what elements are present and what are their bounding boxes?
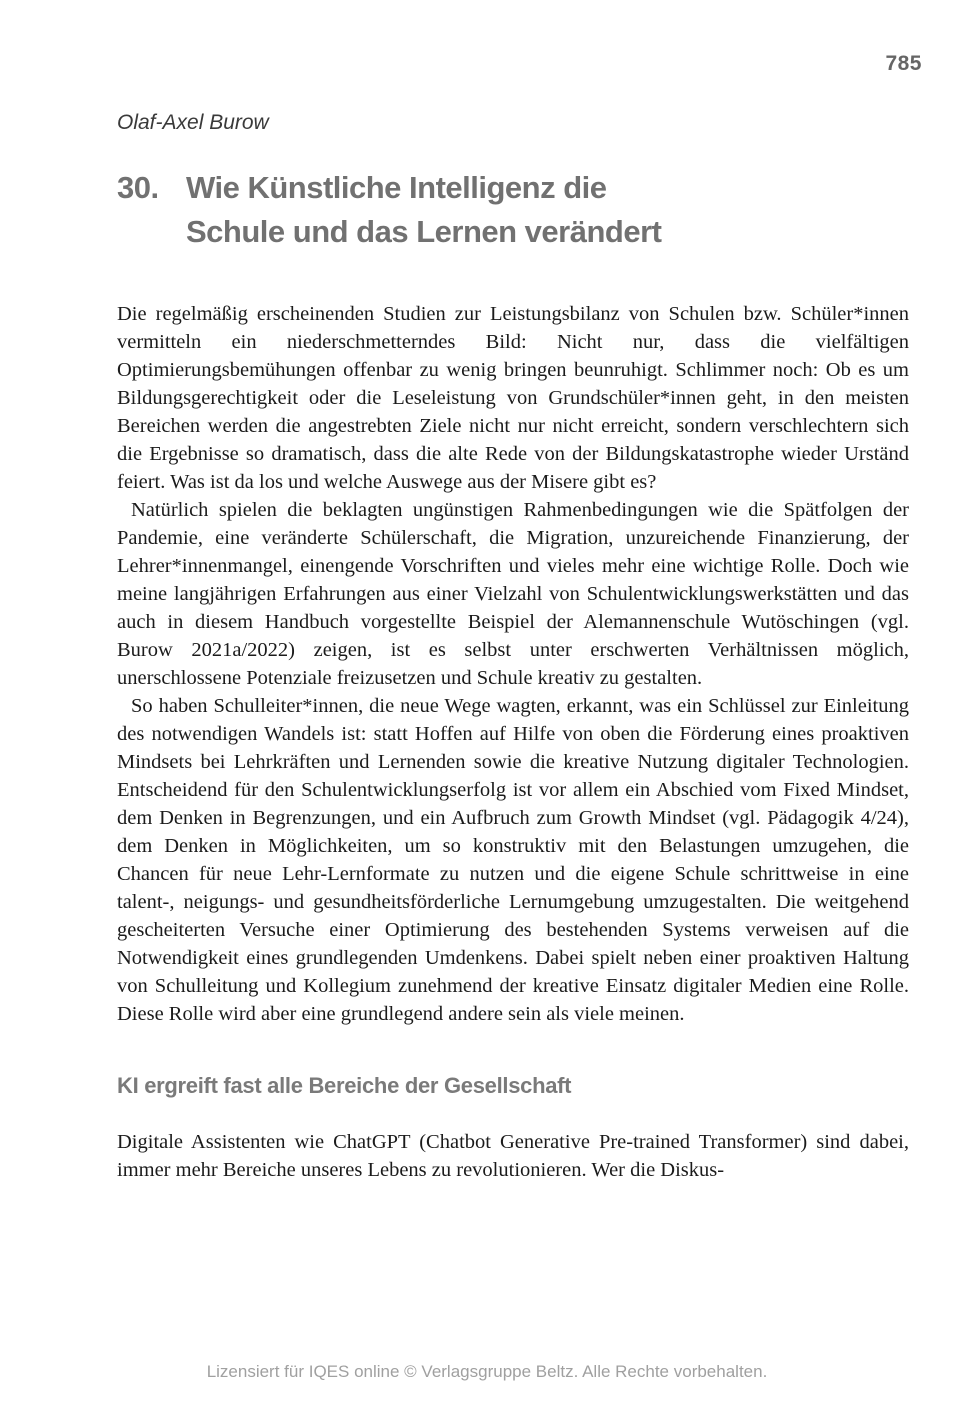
author-name: Olaf-Axel Burow [117, 111, 269, 134]
chapter-title [186, 166, 909, 254]
body-paragraph: So haben Schulleiter*innen, die neue Wege wagten, erkannt, was ein Schlüssel zur Einleitung des notwendigen Wandels ist: statt Hoffen auf Hilfe von oben die Förderung eines proaktiven Mindsets bei Lehrkräften und Lernenden sowie die kreative Nutzung digitaler Technologien. Entscheidend für den Schulentwicklungserfolg ist vor allem ein Abschied vom Fixed Mindset, dem Denken in Begrenzungen, und ein Aufbruch zum Growth Mindset (vgl. Pädagogik 4/24), dem Denken in Möglichkeiten, um so konstruktiv mit den Belastungen umzugehen, die Chancen für neue Lehr-Lernformate zu nutzen und die eigene Schule schrittweise in eine talent-, neigungs- und gesundheitsförderliche Lernumgebung umzugestalten. Die weitgehend gescheiterten Versuche einer Optimierung des bestehenden Systems verweisen auf die Notwendigkeit eines grundlegenden Umdenkens. Dabei spielt neben einer proaktiven Haltung von Schulleitung und Kollegium zunehmend der kreative Einsatz digitaler Medien eine Rolle. Diese Rolle wird aber eine grundlegend andere sein als viele meinen. [117, 695, 909, 1025]
chapter-title-line-2: Schule und das Lernen verändert [186, 214, 662, 249]
body-paragraph: Natürlich spielen die beklagten ungünstigen Rahmenbedingungen wie die Spätfolgen der Pandemie, eine veränderte Schülerschaft, die Migration, unzureichende Finanzierung, der Lehrer*innenmangel, einengende Vorschriften und vieles mehr eine wichtige Rolle. Doch wie meine langjährigen Erfahrungen aus einer Vielzahl von Schulentwicklungswerkstätten und das auch in diesem Handbuch vorgestellte Beispiel der Alemannenschule Wutöschingen (vgl. Burow 2021a/2022) zeigen, ist es selbst unter erschwerten Verhältnissen möglich, unerschlossene Potenziale freizusetzen und Schule kreativ zu gestalten. [117, 499, 909, 689]
content-column [117, 110, 909, 1184]
page-number: 785 [885, 52, 922, 75]
section-paragraph: Digitale Assistenten wie ChatGPT (Chatbot Generative Pre-trained Transformer) sind dabei, immer mehr Bereiche unseres Lebens zu revolutionieren. Wer die Diskus- [117, 1131, 909, 1181]
body-paragraph: Die regelmäßig erscheinenden Studien zur Leistungsbilanz von Schulen bzw. Schüler*innen vermitteln ein niederschmetterndes Bild: Nicht nur, dass die vielfältigen Optimierungsbemühungen offenbar zu wenig bringen beunruhigt. Schlimmer noch: Ob es um Bildungsgerechtigkeit oder die Leseleistung von Grundschüler*innen geht, in den meisten Bereichen werden die angestrebten Ziele nicht nur nicht erreicht, sondern verschlechtern sich die Ergebnisse so dramatisch, dass die alte Rede von der Bildungskatastrophe wieder Urständ feiert. Was ist da los und welche Auswege aus der Misere gibt es? [117, 303, 909, 493]
chapter-title-line-1: Wie Künstliche Intelligenz die [186, 170, 607, 205]
chapter-number: 30. [117, 170, 159, 205]
body-text [117, 300, 909, 1028]
chapter-heading [117, 166, 909, 254]
footer-license-text: Lizensiert für IQES online © Verlagsgruppe Beltz. Alle Rechte vorbehalten. [206, 1362, 768, 1381]
section-heading: KI ergreift fast alle Bereiche der Gesellschaft [117, 1073, 572, 1098]
